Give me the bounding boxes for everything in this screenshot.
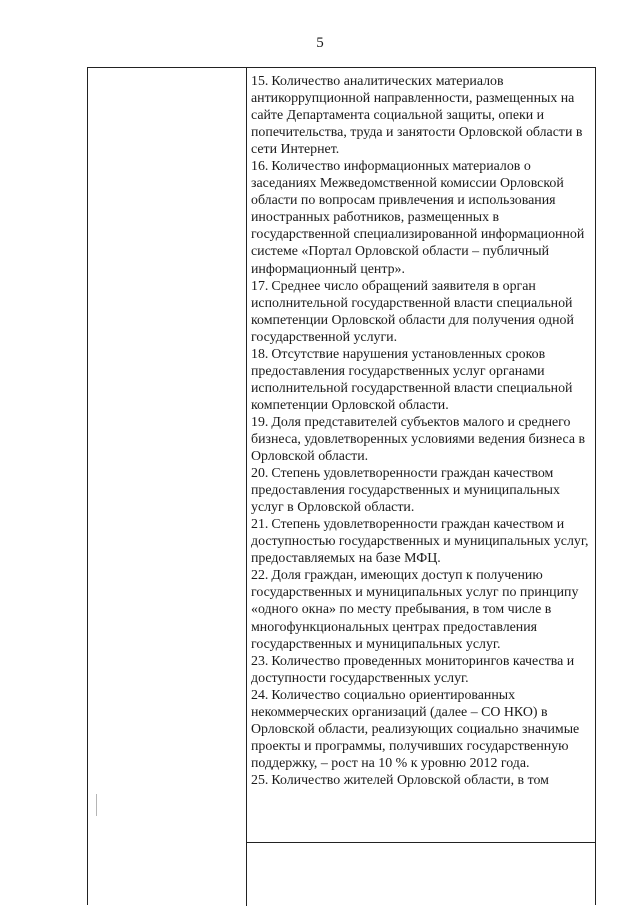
item-text: Количество проведенных мониторингов качества и доступности государственных услуг. bbox=[251, 653, 575, 686]
item-number: 24. bbox=[251, 687, 269, 703]
list-item bbox=[251, 346, 591, 414]
item-number: 16. bbox=[251, 159, 269, 175]
page-number: 5 bbox=[316, 35, 324, 51]
table-column-divider bbox=[246, 68, 247, 906]
item-number: 15. bbox=[251, 74, 269, 89]
list-item bbox=[251, 516, 591, 567]
item-text: Доля представителей субъектов малого и среднего бизнеса, удовлетворенных условиями ведения бизнеса в Орловской области. bbox=[251, 414, 586, 465]
list-item bbox=[251, 653, 591, 687]
item-number: 23. bbox=[251, 653, 269, 669]
item-number: 17. bbox=[251, 278, 269, 294]
item-text: Количество информационных материалов о заседаниях Межведомственной комиссии Орловской области по вопросам привлечения и использования иностранных работников, размещенных в государственной специализированной информационной системе «Портал Орловской области – публичный информационный центр». bbox=[251, 159, 585, 277]
indicators-cell bbox=[251, 73, 591, 789]
item-text: Отсутствие нарушения установленных сроков предоставления государственных услуг органами исполнительной государственной власти специальной компетенции Орловской области. bbox=[251, 346, 573, 413]
item-number: 21. bbox=[251, 517, 269, 533]
list-item bbox=[251, 687, 591, 772]
item-text: Доля граждан, имеющих доступ к получению государственных и муниципальных услуг по принципу «одного окна» по месту пребывания, в том числе в многофункциональных центрах предоставления государственных и муниципальных услуг. bbox=[251, 568, 579, 652]
item-number: 20. bbox=[251, 466, 269, 482]
item-text: Количество жителей Орловской области, в том bbox=[271, 772, 549, 788]
indicators-table bbox=[87, 67, 596, 905]
item-text: Степень удовлетворенности граждан качеством предоставления государственных и муниципальных услуг в Орловской области. bbox=[251, 466, 560, 516]
item-number: 19. bbox=[251, 414, 269, 430]
list-item bbox=[251, 73, 591, 158]
table-row-divider bbox=[246, 842, 596, 843]
item-number: 18. bbox=[251, 346, 269, 362]
list-item bbox=[251, 278, 591, 346]
item-text: Количество аналитических материалов антикоррупционной направленности, размещенных на сайте Департамента социальной защиты, опеки и попечительства, труда и занятости Орловской области в сети Интернет. bbox=[251, 74, 583, 158]
item-number: 25. bbox=[251, 772, 269, 788]
list-item bbox=[251, 414, 591, 465]
list-item bbox=[251, 772, 591, 789]
list-item bbox=[251, 158, 591, 277]
item-text: Количество социально ориентированных некоммерческих организаций (далее – СО НКО) в Орловской области, реализующих социально значимые проекты и программы, получивших государственную поддержку, – рост на 10 % к уровню 2012 года. bbox=[251, 687, 580, 771]
margin-mark bbox=[96, 794, 97, 816]
item-text: Среднее число обращений заявителя в орган исполнительной государственной власти специальной компетенции Орловской области для получения одной государственной услуги. bbox=[251, 278, 574, 345]
item-number: 22. bbox=[251, 568, 269, 584]
item-text: Степень удовлетворенности граждан качеством и доступностью государственных и муниципальных услуг, предоставляемых на базе МФЦ. bbox=[251, 517, 589, 567]
list-item bbox=[251, 465, 591, 516]
list-item bbox=[251, 567, 591, 652]
